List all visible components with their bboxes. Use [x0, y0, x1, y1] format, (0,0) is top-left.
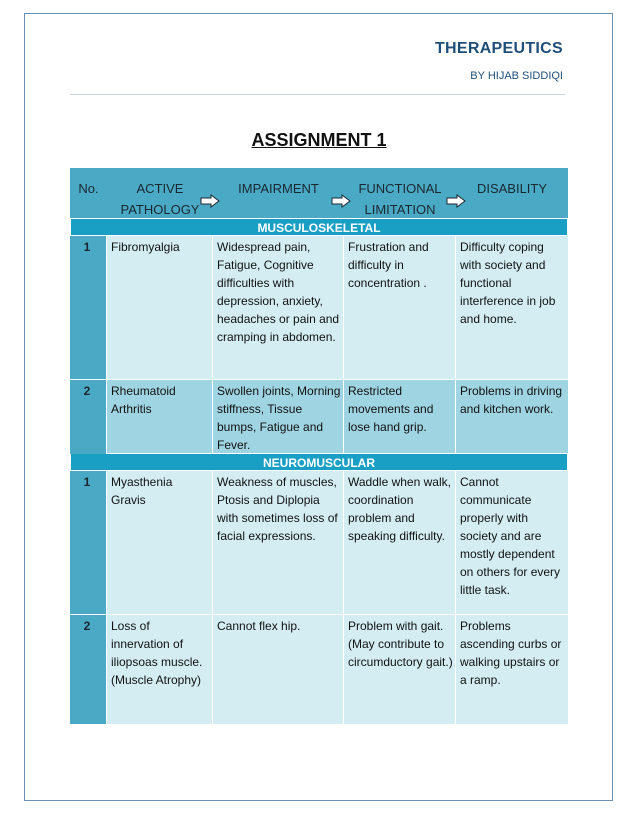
column-header-impairment: IMPAIRMENT: [238, 181, 319, 196]
functional-limitation-cell: Frustration and difficulty in concentration .: [344, 236, 456, 379]
functional-limitation-cell: Restricted movements and lose hand grip.: [344, 380, 456, 454]
header-title: THERAPEUTICS: [434, 40, 563, 57]
row-number: 1: [70, 471, 107, 614]
disability-cell: Cannot communicate properly with society and are mostly dependent on others for every little task.: [460, 475, 561, 597]
active-pathology-cell: Loss of innervation of iliopsoas muscle. (Muscle Atrophy): [107, 615, 213, 724]
row-number: 1: [70, 236, 107, 379]
functional-limitation-cell: Waddle when walk, coordination problem and speaking difficulty.: [344, 471, 456, 614]
column-header-no: No.: [78, 181, 99, 196]
header-divider: [70, 94, 565, 95]
table-header: [70, 168, 568, 218]
section-header-musculoskeletal: MUSCULOSKELETAL: [70, 218, 568, 236]
table-row: [70, 471, 568, 614]
impairment-cell: Widespread pain, Fatigue, Cognitive difficulties with depression, anxiety, headaches or pain and cramping in abdomen.: [213, 236, 344, 379]
disability-cell: Difficulty coping with society and functional interference in job and home.: [460, 240, 556, 326]
header-author: BY HIJAB SIDDIQI: [470, 70, 563, 82]
impairment-cell: Swollen joints, Morning stiffness, Tissue bumps, Fatigue and Fever.: [213, 380, 344, 454]
active-pathology-cell: Myasthenia Gravis: [107, 471, 213, 614]
active-pathology-cell: Fibromyalgia: [107, 236, 213, 379]
disability-cell: Problems ascending curbs or walking upstairs or a ramp.: [460, 619, 562, 687]
right-arrow-icon: [200, 194, 220, 208]
column-header-functional-limitation: FUNCTIONAL LIMITATION: [358, 181, 442, 217]
section-header-neuromuscular: NEUROMUSCULAR: [70, 453, 568, 471]
table-row: [70, 379, 568, 453]
column-header-disability: DISABILITY: [476, 181, 548, 196]
impairment-cell: Cannot flex hip.: [213, 615, 344, 724]
right-arrow-icon: [446, 194, 466, 208]
column-header-active-pathology: ACTIVE PATHOLOGY: [120, 181, 200, 217]
assignment-title: ASSIGNMENT 1: [251, 130, 387, 150]
right-arrow-icon: [331, 194, 351, 208]
row-number: 2: [70, 380, 107, 454]
row-number: 2: [70, 615, 107, 724]
active-pathology-cell: Rheumatoid Arthritis: [107, 380, 213, 454]
functional-limitation-cell: Problem with gait. (May contribute to circumductory gait.): [344, 615, 456, 724]
table-row: [70, 614, 568, 724]
assignment-table: [70, 168, 568, 724]
table-row: [70, 236, 568, 379]
impairment-cell: Weakness of muscles, Ptosis and Diplopia with sometimes loss of facial expressions.: [213, 471, 344, 614]
disability-cell: Problems in driving and kitchen work.: [460, 384, 563, 416]
